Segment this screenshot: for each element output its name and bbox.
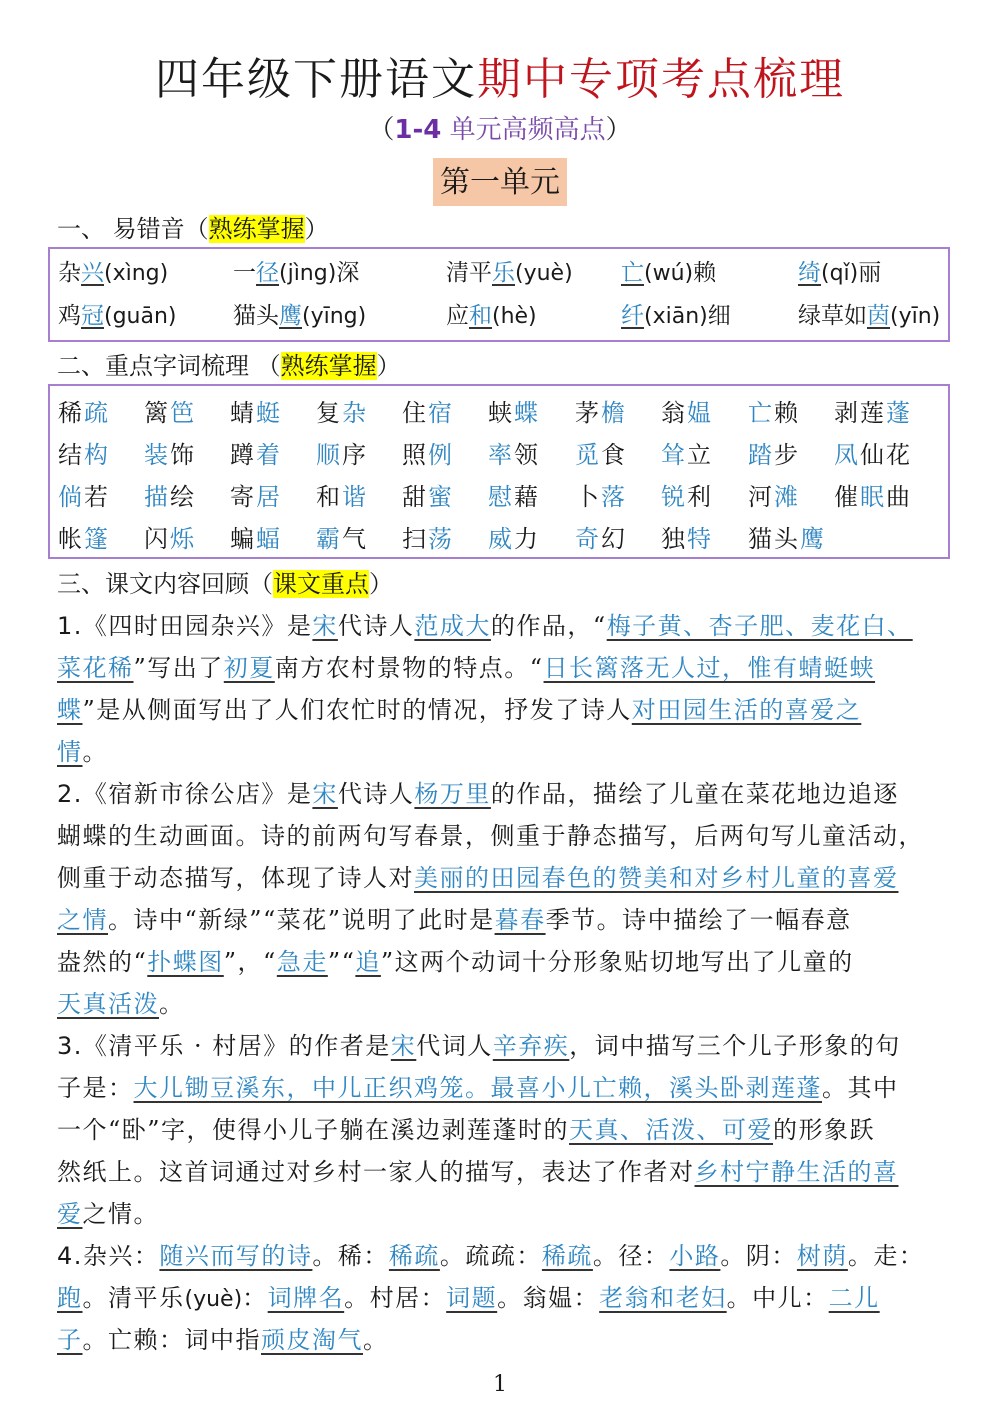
page-title (0, 52, 1000, 108)
answer-underlined: 宋 (312, 780, 338, 808)
key-words-box (48, 384, 950, 559)
word-part-b: 领 (514, 441, 540, 469)
key-character: 兴 (81, 260, 104, 286)
key-word (575, 434, 627, 476)
pinyin: (qǐ) (821, 261, 859, 286)
word-part-b: 蝠 (256, 525, 282, 553)
text-segment: 然纸上。这首词通过对乡村一家人的描写，表达了作者对 (57, 1158, 695, 1186)
answer-underlined: 大儿锄豆溪东，中儿正织鸡笼。最喜小儿亡赖，溪头卧剥莲蓬 (133, 1074, 822, 1102)
answer-underlined: 随兴而写的诗 (159, 1242, 313, 1270)
text-segment: 《宿新市徐公店》是 (82, 780, 313, 808)
pinyin: (yuè) (184, 1287, 243, 1312)
answer-underlined: 树荫 (796, 1242, 848, 1270)
word-part-a: 河 (748, 483, 774, 511)
answer-underlined: 急走 (276, 948, 328, 976)
item-number: 2. (57, 780, 83, 808)
text-segment: ”是从侧面写出了人们农忙时的情况，抒发了诗人 (82, 696, 632, 724)
word-part-b: 烁 (170, 525, 196, 553)
section3-suffix: ） (369, 570, 393, 598)
paragraph-line (57, 731, 949, 773)
answer-underlined: 蝶 (57, 696, 83, 724)
pronunciation-item (798, 296, 940, 337)
key-word (58, 434, 110, 476)
word-part-a: 翁 (661, 399, 687, 427)
key-word (58, 476, 110, 518)
section1-prefix: 一、 易错音（ (57, 215, 209, 243)
section1-highlight: 熟练掌握 (208, 215, 305, 243)
word-part-a: 觅 (575, 441, 601, 469)
paragraph-line (57, 815, 949, 857)
word-part-b: 蓬 (886, 399, 912, 427)
text-segment: 。疏疏： (439, 1242, 542, 1270)
word-part-a: 踏 (748, 441, 774, 469)
word-prefix: 鸡 (58, 303, 81, 329)
text-segment: 。诗中“新绿”“菜花”说明了此时是 (108, 906, 495, 934)
word-part-a: 茅 (575, 399, 601, 427)
answer-underlined: 之情 (57, 906, 108, 934)
word-part-a: 蛱 (488, 399, 514, 427)
key-word (488, 434, 540, 476)
text-segment: 侧重于动态描写，体现了诗人对 (57, 864, 414, 892)
paragraph-line (57, 1025, 949, 1067)
subtitle-range: 1-4 (394, 115, 442, 145)
text-segment: ”“ (327, 948, 356, 976)
word-suffix: 赖 (693, 260, 717, 286)
text-segment: 的作品，“ (490, 612, 607, 640)
section2-highlight: 熟练掌握 (280, 352, 377, 380)
key-word (230, 518, 282, 560)
word-part-a: 描 (144, 483, 170, 511)
pinyin: (guān) (104, 304, 177, 329)
key-word (488, 392, 540, 434)
paragraph-line (57, 941, 949, 983)
word-part-b: 鹰 (800, 525, 826, 553)
text-segment: 。其中 (822, 1074, 899, 1102)
word-prefix: 猫头 (233, 303, 279, 329)
word-part-a: 剥莲 (834, 399, 886, 427)
word-part-a: 蝙 (230, 525, 256, 553)
answer-underlined: 子 (57, 1326, 83, 1354)
answer-underlined: 乡村宁静生活的喜 (694, 1158, 899, 1186)
section1-suffix: ） (304, 215, 329, 243)
word-part-b: 构 (84, 441, 110, 469)
word-part-a: 稀 (58, 399, 84, 427)
word-part-a: 慰 (488, 483, 514, 511)
word-part-b: 赖 (774, 399, 800, 427)
pronunciation-item (58, 296, 177, 337)
key-word (834, 392, 912, 434)
word-part-b: 篷 (84, 525, 110, 553)
text-segment: 《四时田园杂兴》是 (82, 612, 313, 640)
answer-underlined: 情 (57, 738, 83, 766)
section2-suffix: ） (376, 352, 401, 380)
pinyin: (yīng) (302, 304, 367, 329)
pronunciation-item (233, 296, 366, 337)
answer-underlined: 老翁和老妇 (599, 1284, 727, 1312)
answer-underlined: 对田园生活的喜爱之 (631, 696, 862, 724)
word-part-b: 媪 (687, 399, 713, 427)
text-segment: 。径： (592, 1242, 670, 1270)
paragraph-line (57, 773, 949, 815)
key-word (144, 518, 196, 560)
word-part-b: 若 (84, 483, 110, 511)
word-part-b: 利 (687, 483, 713, 511)
word-part-a: 奇 (575, 525, 601, 553)
pinyin: (yīn) (890, 304, 941, 329)
word-part-b: 疏 (84, 399, 110, 427)
word-part-b: 居 (256, 483, 282, 511)
answer-underlined: 梅子黄、杏子肥、麦花白、 (606, 612, 913, 640)
key-character: 亡 (621, 260, 644, 286)
paragraph-line (57, 605, 949, 647)
page-subtitle (0, 112, 1000, 148)
word-part-b: 蝶 (514, 399, 540, 427)
pronunciation-item (621, 253, 716, 294)
key-word (834, 434, 912, 476)
section3-heading (57, 567, 393, 601)
answer-underlined: 天真、活泼、可爱 (569, 1116, 774, 1144)
key-word (58, 392, 110, 434)
paragraph-line (57, 1235, 949, 1277)
text-segment: 。村居： (344, 1284, 447, 1312)
section3-highlight: 课文重点 (273, 570, 369, 598)
word-part-b: 力 (514, 525, 540, 553)
key-word (488, 476, 540, 518)
word-part-a: 住 (402, 399, 428, 427)
word-part-b: 眠 (860, 483, 886, 511)
word-part-b: 笆 (170, 399, 196, 427)
answer-underlined: 宋 (312, 612, 338, 640)
paragraph-line (57, 647, 949, 689)
word-prefix: 绿草如 (798, 303, 867, 329)
answer-underlined: 小路 (669, 1242, 721, 1270)
paragraph-line (57, 899, 949, 941)
word-part-a: 耸 (661, 441, 687, 469)
key-word (575, 518, 627, 560)
pronunciation-item (233, 253, 359, 294)
pinyin: (yuè) (515, 261, 573, 286)
answer-underlined: 扑蝶图 (147, 948, 224, 976)
answer-underlined: 天真活泼 (57, 990, 159, 1018)
word-part-a: 装 (144, 441, 170, 469)
word-part-a: 威 (488, 525, 514, 553)
word-part-b: 例 (428, 441, 454, 469)
key-character: 鹰 (279, 303, 302, 329)
title-black: 四年级下册语文 (155, 54, 477, 105)
pronunciation-item (446, 253, 573, 294)
answer-underlined: 顽皮淘气 (261, 1326, 363, 1354)
text-segment: 。 (82, 738, 108, 766)
word-part-a: 顺 (316, 441, 342, 469)
key-word (144, 392, 196, 434)
word-part-a: 催 (834, 483, 860, 511)
word-part-b: 立 (687, 441, 713, 469)
pinyin: (hè) (492, 304, 537, 329)
text-segment: 。亡赖：词中指 (82, 1326, 261, 1354)
answer-underlined: 初夏 (223, 654, 275, 682)
word-prefix: 一 (233, 260, 256, 286)
word-part-b: 序 (342, 441, 368, 469)
text-segment: ”，“ (223, 948, 277, 976)
word-part-b: 步 (774, 441, 800, 469)
word-part-b: 气 (342, 525, 368, 553)
key-character: 绮 (798, 260, 821, 286)
text-segment: ，词中描写三个儿子形象的句 (569, 1032, 901, 1060)
answer-underlined: 菜花稀 (57, 654, 134, 682)
word-part-b: 滩 (774, 483, 800, 511)
answer-underlined: 二儿 (828, 1284, 880, 1312)
key-word (575, 476, 627, 518)
text-segment: 杂兴： (82, 1242, 160, 1270)
word-part-a: 篱 (144, 399, 170, 427)
pinyin: (xiān) (644, 304, 708, 329)
subtitle-text: 单元高频高点 (441, 115, 606, 145)
pinyin: (xìng) (104, 261, 169, 286)
key-word (748, 476, 800, 518)
word-suffix: 细 (707, 303, 731, 329)
word-part-b: 饰 (170, 441, 196, 469)
key-word (402, 518, 454, 560)
key-word (316, 434, 368, 476)
word-part-a: 蜻 (230, 399, 256, 427)
word-part-b: 宿 (428, 399, 454, 427)
word-part-b: 蜜 (428, 483, 454, 511)
word-part-c: 曲 (886, 483, 912, 511)
key-word (834, 476, 912, 518)
item-number: 3. (57, 1032, 83, 1060)
paragraph-line (57, 857, 949, 899)
key-word (230, 434, 282, 476)
text-segment: 代诗人 (337, 780, 415, 808)
key-word (144, 434, 196, 476)
section1-heading (57, 212, 329, 246)
pronunciation-item (58, 253, 168, 294)
answer-underlined: 词题 (446, 1284, 498, 1312)
text-segment: 。走： (847, 1242, 925, 1270)
text-segment: 之情。 (82, 1200, 159, 1228)
pronunciation-box (48, 247, 950, 342)
key-word (144, 476, 196, 518)
word-part-a: 帐 (58, 525, 84, 553)
paragraph-line (57, 983, 949, 1025)
word-part-b: 幻 (601, 525, 627, 553)
answer-underlined: 词牌名 (267, 1284, 345, 1312)
key-word (58, 518, 110, 560)
key-character: 径 (256, 260, 279, 286)
word-part-a: 闪 (144, 525, 170, 553)
key-word (661, 476, 713, 518)
pinyin: (wú) (644, 261, 694, 286)
word-part-a: 锐 (661, 483, 687, 511)
word-part-a: 和 (316, 483, 342, 511)
key-word (748, 392, 800, 434)
key-word (661, 518, 713, 560)
text-segment: 。 (363, 1326, 389, 1354)
key-word (748, 518, 826, 560)
word-part-a: 独 (661, 525, 687, 553)
item-number: 4. (57, 1242, 83, 1270)
word-part-a: 凤 (834, 441, 860, 469)
text-segment: 。翁媪： (497, 1284, 600, 1312)
answer-underlined: 宋 (390, 1032, 417, 1060)
word-part-a: 猫头 (748, 525, 800, 553)
pinyin: (jìng) (279, 261, 337, 286)
text-segment: 。中儿： (726, 1284, 829, 1312)
key-word (402, 434, 454, 476)
word-part-a: 甜 (402, 483, 428, 511)
answer-underlined: 暮春 (494, 906, 546, 934)
key-character: 纤 (621, 303, 644, 329)
section2-prefix: 二、重点字词梳理 （ (57, 352, 281, 380)
paragraph-line (57, 1067, 949, 1109)
key-word (230, 476, 282, 518)
paragraph-line (57, 1109, 949, 1151)
word-part-b: 特 (687, 525, 713, 553)
text-segment: 。 (159, 990, 185, 1018)
word-part-a: 复 (316, 399, 342, 427)
word-part-a: 结 (58, 441, 84, 469)
text-segment: 南方农村景物的特点。“ (274, 654, 544, 682)
answer-underlined: 跑 (57, 1284, 83, 1312)
word-part-a: 亡 (748, 399, 774, 427)
word-part-b: 檐 (601, 399, 627, 427)
key-character: 乐 (492, 260, 515, 286)
key-word (575, 392, 627, 434)
paragraph-line (57, 689, 949, 731)
word-part-a: 寄 (230, 483, 256, 511)
paragraph-line (57, 1277, 949, 1321)
page-number: 1 (493, 1372, 507, 1397)
key-word (748, 434, 800, 476)
answer-underlined: 稀疏 (541, 1242, 593, 1270)
key-word (316, 518, 368, 560)
key-character: 和 (469, 303, 492, 329)
word-suffix: 深 (336, 260, 360, 286)
text-segment: 子是： (57, 1074, 134, 1102)
text-segment: 的形象跃 (773, 1116, 876, 1144)
word-part-b: 荡 (428, 525, 454, 553)
word-part-b: 谐 (342, 483, 368, 511)
text-segment: ”写出了 (133, 654, 224, 682)
answer-underlined: 杨万里 (414, 780, 491, 808)
key-character: 茵 (867, 303, 890, 329)
word-part-b: 绘 (170, 483, 196, 511)
paragraph-line (57, 1319, 949, 1361)
answer-underlined: 范成大 (414, 612, 491, 640)
word-part-b: 仙花 (860, 441, 912, 469)
key-word (230, 392, 282, 434)
key-character: 冠 (81, 303, 104, 329)
word-part-b: 着 (256, 441, 282, 469)
answer-underlined: 稀疏 (388, 1242, 440, 1270)
answer-underlined: 辛弃疾 (492, 1032, 570, 1060)
answer-underlined: 追 (355, 948, 381, 976)
text-segment: 代诗人 (337, 612, 415, 640)
text-segment: 。稀： (312, 1242, 389, 1270)
text-segment: 一个“卧”字，使得小儿子躺在溪边剥莲蓬时的 (57, 1116, 570, 1144)
text-segment: 季节。诗中描绘了一幅春意 (545, 906, 852, 934)
text-segment: 《清平乐 · 村居》的作者是 (82, 1032, 391, 1060)
answer-underlined: 爱 (57, 1200, 83, 1228)
pronunciation-item (621, 296, 731, 337)
answer-underlined: 美丽的田园春色的赞美和对乡村儿童的喜爱 (414, 864, 899, 892)
word-part-b: 蜓 (256, 399, 282, 427)
key-word (402, 476, 454, 518)
word-suffix: 丽 (858, 260, 882, 286)
word-part-a: 倘 (58, 483, 84, 511)
section2-heading (57, 349, 401, 383)
word-prefix: 杂 (58, 260, 81, 286)
pronunciation-item (446, 296, 537, 337)
key-word (661, 392, 713, 434)
word-part-b: 杂 (342, 399, 368, 427)
key-word (488, 518, 540, 560)
answer-underlined: 日长篱落无人过，惟有蜻蜓蛱 (543, 654, 876, 682)
word-part-b: 藉 (514, 483, 540, 511)
title-red: 期中专项考点梳理 (477, 54, 845, 105)
word-prefix: 应 (446, 303, 469, 329)
word-part-a: 蹲 (230, 441, 256, 469)
text-segment: 盎然的“ (57, 948, 148, 976)
word-prefix: 清平 (446, 260, 492, 286)
unit-label: 第一单元 (433, 158, 567, 206)
word-part-b: 食 (601, 441, 627, 469)
text-segment: 的作品，描绘了儿童在菜花地边追逐 (490, 780, 899, 808)
word-part-a: 率 (488, 441, 514, 469)
item-number: 1. (57, 612, 83, 640)
text-segment: 代词人 (416, 1032, 493, 1060)
word-part-a: 霸 (316, 525, 342, 553)
key-word (316, 476, 368, 518)
text-segment: ： (242, 1284, 268, 1312)
pronunciation-item (798, 253, 881, 294)
word-part-a: 照 (402, 441, 428, 469)
paragraph-line (57, 1151, 949, 1193)
key-word (316, 392, 368, 434)
word-part-a: 卜 (575, 483, 601, 511)
text-segment: 蝴蝶的生动画面。诗的前两句写春景，侧重于静态描写，后两句写儿童活动， (57, 822, 924, 850)
paragraph-line (57, 1193, 949, 1235)
word-part-b: 落 (601, 483, 627, 511)
word-part-a: 扫 (402, 525, 428, 553)
subtitle-open-paren: （ (368, 115, 395, 145)
text-segment: ”这两个动词十分形象贴切地写出了儿童的 (380, 948, 854, 976)
text-segment: 。阴： (720, 1242, 797, 1270)
key-word (661, 434, 713, 476)
key-word (402, 392, 454, 434)
section3-prefix: 三、课文内容回顾（ (57, 570, 273, 598)
text-segment: 。清平乐 (82, 1284, 185, 1312)
subtitle-close-paren: ） (605, 115, 632, 145)
